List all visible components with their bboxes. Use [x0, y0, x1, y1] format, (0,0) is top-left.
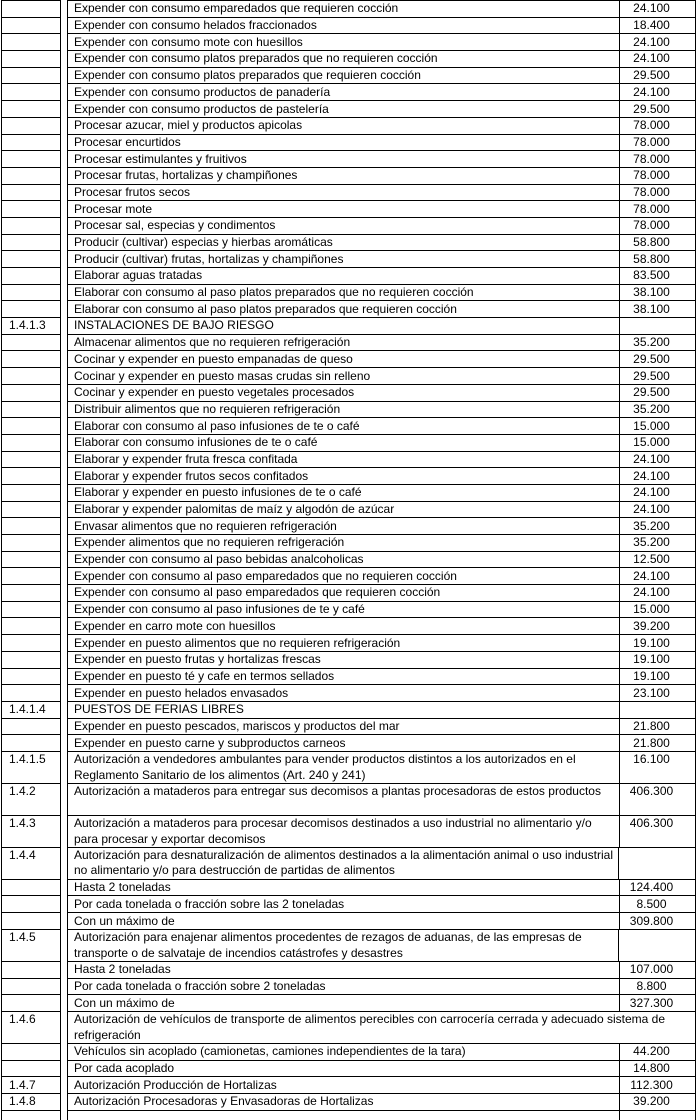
- description-cell: Hasta 2 toneladas: [67, 961, 620, 979]
- table-row: [1, 567, 696, 585]
- description-cell: Elaborar con consumo al paso infusiones de te o café: [67, 417, 620, 435]
- table-row: [1, 267, 696, 285]
- code-cell: [1, 879, 61, 897]
- description-cell: Procesar frutos secos: [67, 184, 620, 202]
- description-cell: Autorización a mataderos para entregar sus decomisos a plantas procesadoras de estos productos: [67, 783, 620, 816]
- code-cell: [1, 1060, 61, 1078]
- description-cell: Expender alimentos que no requieren refrigeración: [67, 534, 620, 552]
- value-cell: 19.100: [619, 634, 696, 652]
- code-cell: 1.4.4: [1, 847, 61, 880]
- value-cell: 78.000: [619, 150, 696, 168]
- value-cell: 24.100: [619, 484, 696, 502]
- value-cell: 24.100: [619, 501, 696, 519]
- table-row: [1, 67, 696, 85]
- table-row: [1, 879, 696, 897]
- value-cell: 35.200: [619, 517, 696, 535]
- value-cell: 39.200: [619, 1093, 696, 1111]
- table-row: [1, 912, 696, 930]
- description-cell: Elaborar y expender fruta fresca confitada: [67, 451, 620, 469]
- code-cell: [1, 300, 61, 318]
- description-cell: Por cada tonelada o fracción sobre las 2 toneladas: [67, 895, 620, 913]
- description-cell: Expender con consumo helados fraccionados: [67, 17, 620, 35]
- code-cell: [1, 384, 61, 402]
- description-cell: Expender en carro mote con huesillos: [67, 617, 620, 635]
- code-cell: [1, 50, 61, 68]
- table-row: [1, 167, 696, 185]
- table-row: [1, 895, 696, 913]
- table-row: [1, 994, 696, 1012]
- description-cell: Procesar encurtidos: [67, 134, 620, 152]
- value-cell: 406.300: [619, 783, 696, 816]
- code-cell: [1, 467, 61, 485]
- description-cell: Expender con consumo al paso infusiones de te y café: [67, 601, 620, 619]
- value-cell: [619, 701, 696, 719]
- value-cell: 78.000: [619, 184, 696, 202]
- value-cell: 83.500: [619, 267, 696, 285]
- code-cell: [1, 484, 61, 502]
- value-cell: 24.100: [619, 50, 696, 68]
- value-cell: 14.800: [619, 1060, 696, 1078]
- value-cell: 29.500: [619, 350, 696, 368]
- table-row: [1, 401, 696, 419]
- table-row: [1, 601, 696, 619]
- description-cell: Procesar mote: [67, 200, 620, 218]
- code-cell: 1.4.5: [1, 929, 61, 962]
- code-cell: [1, 451, 61, 469]
- description-cell: Procesar azucar, miel y productos apicolas: [67, 117, 620, 135]
- description-cell: Elaborar con consumo al paso platos preparados que requieren cocción: [67, 300, 620, 318]
- value-cell: 58.800: [619, 250, 696, 268]
- description-cell: Por cada tonelada o fracción sobre 2 toneladas: [67, 978, 620, 996]
- value-cell: 15.000: [619, 434, 696, 452]
- description-cell: Expender con consumo al paso bebidas analcoholicas: [67, 551, 620, 569]
- code-cell: [1, 284, 61, 302]
- value-cell: [619, 847, 696, 880]
- value-cell: 35.200: [619, 401, 696, 419]
- description-cell: Distribuir alimentos que no requieren refrigeración: [67, 401, 620, 419]
- description-cell: Autorización para enajenar alimentos procedentes de rezagos de aduanas, de las empresas de transporte o de salvataje de incendios catástrofes y desastres: [67, 929, 619, 962]
- description-cell: Con un máximo de: [67, 994, 620, 1012]
- table-row: [1, 1043, 696, 1061]
- value-cell: 21.800: [619, 734, 696, 752]
- table-row: [1, 350, 696, 368]
- table-row: [1, 929, 696, 962]
- table-row: [1, 847, 696, 880]
- description-cell: Producir (cultivar) frutas, hortalizas y champiñones: [67, 250, 620, 268]
- description-cell: Procesar frutas, hortalizas y champiñones: [67, 167, 620, 185]
- value-cell: [619, 929, 696, 962]
- table-row: [1, 134, 696, 152]
- value-cell: 24.100: [619, 33, 696, 51]
- description-cell: Expender en puesto carne y subproductos carneos: [67, 734, 620, 752]
- description-cell: Autorización Producción de Hortalizas: [67, 1076, 620, 1094]
- table-row: [1, 734, 696, 752]
- code-cell: [1, 501, 61, 519]
- table-row: [1, 718, 696, 736]
- table-row: [1, 434, 696, 452]
- value-cell: 8.800: [619, 978, 696, 996]
- table-row: [1, 551, 696, 569]
- table-row: [1, 701, 696, 719]
- description-cell: Producir (cultivar) especias y hierbas aromáticas: [67, 234, 620, 252]
- table-row: [1, 17, 696, 35]
- code-cell: [1, 895, 61, 913]
- value-cell: 15.000: [619, 417, 696, 435]
- value-cell: 29.500: [619, 100, 696, 118]
- code-cell: [1, 167, 61, 185]
- table-row: [1, 1076, 696, 1094]
- description-cell: Procesar sal, especias y condimentos: [67, 217, 620, 235]
- value-cell: 24.100: [619, 0, 696, 18]
- code-cell: [1, 250, 61, 268]
- table-row: [1, 501, 696, 519]
- description-cell: Elaborar aguas tratadas: [67, 267, 620, 285]
- description-cell: Vehículos sin acoplado (camionetas, camiones independientes de la tara): [67, 1043, 620, 1061]
- value-cell: 8.500: [619, 895, 696, 913]
- table-row: [1, 617, 696, 635]
- value-cell: 24.100: [619, 567, 696, 585]
- table-row: [1, 234, 696, 252]
- value-cell: 327.300: [619, 994, 696, 1012]
- value-cell: 35.200: [619, 534, 696, 552]
- code-cell: [1, 401, 61, 419]
- table-row: [1, 384, 696, 402]
- code-cell: [1, 718, 61, 736]
- table-row: [1, 634, 696, 652]
- table-row: [1, 367, 696, 385]
- value-cell: 12.500: [619, 551, 696, 569]
- value-cell: 78.000: [619, 167, 696, 185]
- description-cell: Hasta 2 toneladas: [67, 879, 620, 897]
- code-cell: [1, 33, 61, 51]
- table-row: [1, 117, 696, 135]
- code-cell: [1, 17, 61, 35]
- code-cell: [1, 601, 61, 619]
- code-cell: 1.4.8: [1, 1093, 61, 1111]
- code-cell: [1, 634, 61, 652]
- code-cell: [1, 417, 61, 435]
- value-cell: 29.500: [619, 67, 696, 85]
- code-cell: [1, 184, 61, 202]
- table-row: [1, 50, 696, 68]
- value-cell: 78.000: [619, 134, 696, 152]
- code-cell: 1.4.1.3: [1, 317, 61, 335]
- value-cell: 39.200: [619, 617, 696, 635]
- code-cell: [1, 0, 61, 18]
- table-row: [1, 100, 696, 118]
- code-cell: [1, 217, 61, 235]
- code-cell: [1, 517, 61, 535]
- table-row: [1, 1060, 696, 1078]
- table-row: [1, 584, 696, 602]
- value-cell: 19.100: [619, 651, 696, 669]
- description-cell: Procesar estimulantes y fruitivos: [67, 150, 620, 168]
- value-cell: 16.100: [619, 751, 696, 784]
- value-cell: 24.100: [619, 467, 696, 485]
- table-row: [1, 300, 696, 318]
- description-cell: INSTALACIONES DE BAJO RIESGO: [67, 317, 620, 335]
- description-cell: Autorización de vehículos de transporte de alimentos perecibles con carrocería cerrada y adecuado sistema de refrigeración: [67, 1011, 696, 1044]
- code-cell: [1, 961, 61, 979]
- value-cell: 78.000: [619, 217, 696, 235]
- value-cell: 406.300: [619, 815, 696, 848]
- description-cell: PUESTOS DE FERIAS LIBRES: [67, 701, 620, 719]
- value-cell: 58.800: [619, 234, 696, 252]
- table-row: [1, 1093, 696, 1111]
- code-cell: [1, 1043, 61, 1061]
- table-row: [1, 83, 696, 101]
- description-cell: Envasar alimentos que no requieren refrigeración: [67, 517, 620, 535]
- code-cell: [1, 994, 61, 1012]
- description-cell: Expender con consumo mote con huesillos: [67, 33, 620, 51]
- value-cell: 24.100: [619, 83, 696, 101]
- description-cell: Expender con consumo al paso emparedados que requieren cocción: [67, 584, 620, 602]
- code-cell: [1, 434, 61, 452]
- code-cell: 1.4.6: [1, 1011, 61, 1044]
- table-row: [1, 1110, 696, 1120]
- value-cell: 24.100: [619, 584, 696, 602]
- code-cell: [1, 651, 61, 669]
- description-cell: Autorización a vendedores ambulantes para vender productos distintos a los autorizados en el Reglamento Sanitario de los alimentos (Art. 240 y 241): [67, 751, 620, 784]
- description-cell: Expender en puesto té y cafe en termos sellados: [67, 668, 620, 686]
- value-cell: 44.200: [619, 1043, 696, 1061]
- description-cell: Con un máximo de: [67, 912, 620, 930]
- code-cell: [1, 83, 61, 101]
- description-cell: Expender con consumo productos de pastelería: [67, 100, 620, 118]
- value-cell: 35.200: [619, 334, 696, 352]
- table-row: [1, 651, 696, 669]
- description-cell: Expender con consumo productos de panadería: [67, 83, 620, 101]
- code-cell: [1, 534, 61, 552]
- description-cell: Expender en puesto alimentos que no requieren refrigeración: [67, 634, 620, 652]
- value-cell: 18.400: [619, 17, 696, 35]
- table-row: [1, 200, 696, 218]
- description-cell: Autorización Procesadoras y Envasadoras de Hortalizas: [67, 1093, 620, 1111]
- value-cell: 21.800: [619, 718, 696, 736]
- value-cell: 29.500: [619, 367, 696, 385]
- value-cell: 38.100: [619, 284, 696, 302]
- code-cell: [1, 350, 61, 368]
- description-cell: Cocinar y expender en puesto empanadas de queso: [67, 350, 620, 368]
- table-row: [1, 334, 696, 352]
- code-cell: [1, 668, 61, 686]
- code-cell: 1.4.7: [1, 1076, 61, 1094]
- code-cell: 1.4.1.4: [1, 701, 61, 719]
- description-cell: Elaborar y expender en puesto infusiones de te o café: [67, 484, 620, 502]
- description-cell: Elaborar y expender palomitas de maíz y algodón de azúcar: [67, 501, 620, 519]
- code-cell: 1.4.1.5: [1, 751, 61, 784]
- description-cell: Elaborar con consumo infusiones de te o café: [67, 434, 620, 452]
- value-cell: 24.100: [619, 451, 696, 469]
- table-row: [1, 978, 696, 996]
- value-cell: [619, 1110, 696, 1120]
- table-row: [1, 451, 696, 469]
- table-row: [1, 417, 696, 435]
- table-row: [1, 668, 696, 686]
- description-cell: Expender con consumo emparedados que requieren cocción: [67, 0, 620, 18]
- table-row: [1, 517, 696, 535]
- description-cell: Expender con consumo al paso emparedados que no requieren cocción: [67, 567, 620, 585]
- description-cell: Elaborar y expender frutos secos confitados: [67, 467, 620, 485]
- table-row: [1, 33, 696, 51]
- description-cell: Expender en puesto pescados, mariscos y productos del mar: [67, 718, 620, 736]
- value-cell: 23.100: [619, 684, 696, 702]
- description-cell: Expender en puesto frutas y hortalizas frescas: [67, 651, 620, 669]
- code-cell: [1, 912, 61, 930]
- code-cell: [1, 1110, 61, 1120]
- value-cell: 29.500: [619, 384, 696, 402]
- code-cell: 1.4.2: [1, 783, 61, 816]
- description-cell: [67, 1110, 620, 1120]
- table-row: [1, 467, 696, 485]
- value-cell: 112.300: [619, 1076, 696, 1094]
- value-cell: 78.000: [619, 200, 696, 218]
- code-cell: [1, 734, 61, 752]
- value-cell: 309.800: [619, 912, 696, 930]
- code-cell: [1, 684, 61, 702]
- code-cell: [1, 117, 61, 135]
- table-row: [1, 751, 696, 784]
- tariff-table: [1, 0, 696, 1120]
- value-cell: 78.000: [619, 117, 696, 135]
- code-cell: [1, 134, 61, 152]
- code-cell: [1, 234, 61, 252]
- code-cell: [1, 567, 61, 585]
- value-cell: 107.000: [619, 961, 696, 979]
- description-cell: Autorización a mataderos para procesar decomisos destinados a uso industrial no alimentario y/o para procesar y exportar decomisos: [67, 815, 620, 848]
- table-row: [1, 150, 696, 168]
- code-cell: [1, 334, 61, 352]
- table-row: [1, 484, 696, 502]
- code-cell: [1, 617, 61, 635]
- code-cell: [1, 367, 61, 385]
- description-cell: Expender con consumo platos preparados que no requieren cocción: [67, 50, 620, 68]
- table-row: [1, 1011, 696, 1044]
- table-row: [1, 815, 696, 848]
- table-row: [1, 184, 696, 202]
- code-cell: [1, 551, 61, 569]
- value-cell: 15.000: [619, 601, 696, 619]
- value-cell: [619, 317, 696, 335]
- table-row: [1, 0, 696, 18]
- table-row: [1, 684, 696, 702]
- code-cell: [1, 67, 61, 85]
- code-cell: [1, 200, 61, 218]
- description-cell: Autorización para desnaturalización de alimentos destinados a la alimentación animal o uso industrial no alimentario y/o para destrucción de partidas de alimentos: [67, 847, 619, 880]
- value-cell: 19.100: [619, 668, 696, 686]
- description-cell: Elaborar con consumo al paso platos preparados que no requieren cocción: [67, 284, 620, 302]
- description-cell: Expender con consumo platos preparados que requieren cocción: [67, 67, 620, 85]
- description-cell: Por cada acoplado: [67, 1060, 620, 1078]
- code-cell: 1.4.3: [1, 815, 61, 848]
- code-cell: [1, 978, 61, 996]
- table-row: [1, 250, 696, 268]
- table-row: [1, 961, 696, 979]
- code-cell: [1, 100, 61, 118]
- table-row: [1, 217, 696, 235]
- description-cell: Almacenar alimentos que no requieren refrigeración: [67, 334, 620, 352]
- table-row: [1, 284, 696, 302]
- value-cell: 124.400: [619, 879, 696, 897]
- table-row: [1, 317, 696, 335]
- table-row: [1, 783, 696, 816]
- description-cell: Cocinar y expender en puesto vegetales procesados: [67, 384, 620, 402]
- value-cell: 38.100: [619, 300, 696, 318]
- code-cell: [1, 267, 61, 285]
- table-row: [1, 534, 696, 552]
- description-cell: Cocinar y expender en puesto masas crudas sin relleno: [67, 367, 620, 385]
- code-cell: [1, 150, 61, 168]
- description-cell: Expender en puesto helados envasados: [67, 684, 620, 702]
- code-cell: [1, 584, 61, 602]
